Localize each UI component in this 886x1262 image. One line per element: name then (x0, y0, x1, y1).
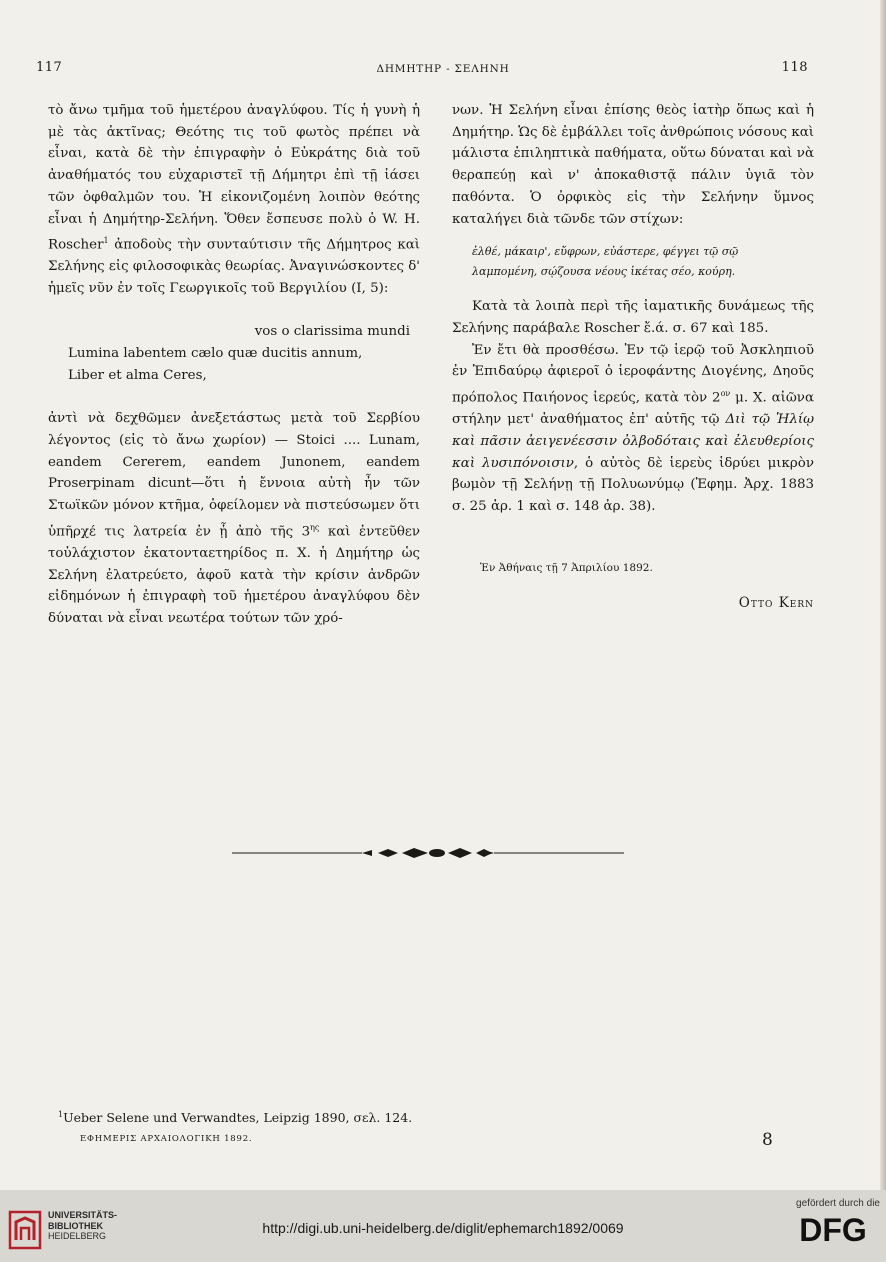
dfg-logo-icon[interactable] (796, 1212, 870, 1246)
library-name[interactable]: UNIVERSITÄTS- BIBLIOTHEK HEIDELBERG (48, 1210, 118, 1241)
page-number-right: 118 (781, 60, 808, 75)
viewer-footer (0, 1190, 886, 1262)
ordinal-superscript: ης (310, 522, 320, 532)
ordinal-superscript: ον (720, 389, 731, 399)
dateline: Ἐν Ἀθήναις τῇ 7 Ἀπριλίου 1892. (480, 561, 653, 574)
running-title: ΔΗΜΗΤΗΡ - ΣΕΛΗΝΗ (376, 63, 510, 75)
permalink-url[interactable]: http://digi.ub.uni-heidelberg.de/diglit/ephemarch1892/0069 (262, 1220, 624, 1236)
author-signature: Otto Kern (738, 595, 814, 612)
left-paragraph-2: ἀντὶ νὰ δεχθῶμεν ἀνεξετάστως μετὰ τοῦ Σερβίου λέγοντος (εἰς τὸ ἄνω χωρίον) — Stoici .... Lunam, eandem Cererem, eandem Junonem, eandem Proserpinam dicunt—ὅτι ἡ ἔννοια αὐτὴ ἦν τῶν Στωϊκῶν μόνον κτῆμα, ὀφείλομεν νὰ πιστεύσωμεν ὅτι ὑπῆρχέ τις λατρεία ἐν ᾗ ἀπὸ τῆς $3^{\eta\varsigma}$ καὶ ἐντεῦθεν τοὐλάχιστον ἑκατονταετηρίδος π. Χ. ἡ Δημήτηρ ὡς Σελήνη ἐλατρεύετο, ἀφοῦ κατὰ τὴν κρίσιν ἀνδρῶν εἰδημόνων ἡ ἐπιγραφὴ τοῦ ἡμετέρου ἀναγλύφου δὲν δύναται νὰ εἶναι νεωτέρα τούτων τῶν χρό- (48, 411, 420, 627)
left-paragraph-1: τὸ ἄνω τμῆμα τοῦ ἡμετέρου ἀναγλύφου. Τίς ἡ γυνὴ ἡ μὲ τὰς ἀκτῖνας; Θεότης τις τοῦ φωτὸς πρέπει νὰ εἶναι, κατὰ δὲ τὴν ἐπιγραφὴν ὁ Εὐκράτης διὰ τοῦ ἀναθήματός του εὐχαριστεῖ τῇ Δήμητρι ἐπὶ τῇ ἰάσει τῶν ὀφθαλμῶν του. Ἡ εἰκονιζομένη λοιπὸν θεότης εἶναι ἡ Δημήτηρ-Σελήνη. Ὅθεν ἔσπευσε πολὺ ὁ W. H. Roscher$^1$ ἀποδοὺς τὴν συνταύτισιν τῆς Δήμητρος καὶ Σελήνης εἰς φιλοσοφικὰς θεωρίας. Ἀναγινώσκοντες δ' ἡμεῖς νῦν ἐν τοῖς Γεωργικοῖς τοῦ Βεργιλίου (I, 5): (48, 103, 420, 297)
footnote: $^1$Ueber Selene und Verwandtes, Leipzig 1890, σελ. 124. (58, 1110, 413, 1126)
ornament-divider (232, 846, 624, 860)
journal-signature-line: ΕΦΗΜΕΡΙΣ ΑΡΧΑΙΟΛΟΓΙΚΗ 1892. (80, 1134, 253, 1144)
left-column (48, 100, 420, 630)
funding-label: gefördert durch die (796, 1198, 880, 1209)
right-paragraph-2: Κατὰ τὰ λοιπὰ περὶ τῆς ἰαματικῆς δυνάμεως τῆς Σελήνης παράβαλε Roscher ἔ.ά. σ. 67 καὶ 185. (452, 299, 814, 336)
right-column (452, 100, 814, 615)
right-paragraph-3: Ἐν ἔτι θὰ προσθέσω. Ἐν τῷ ἱερῷ τοῦ Ἀσκληπιοῦ ἐν Ἐπιδαύρῳ ἀφιεροῖ ὁ ἱεροφάντης Διογένης, Δηοῦς πρόπολος Παιήονος ἱερεύς, κατὰ τὸν $2^{o\nu}$ μ. Χ. αἰῶνα στήλην μετ' ἀναθήματος ἐπ' αὐτῆς τῷ Διὶ τῷ Ἡλίῳ καὶ πᾶσιν ἀειγενέεσσιν ὀλβοδόταις καὶ ἐλευθερίοις καὶ λυσιπόνοισιν, ὁ αὐτὸς δὲ ἱερεὺς ἱδρύει μικρὸν βωμὸν τῇ Σελήνῃ τῇ Πολυωνύμῳ (Ἐφημ. Ἀρχ. 1883 σ. 25 ἀρ. 1 καὶ σ. 148 ἀρ. 38). (452, 342, 814, 515)
footnote-marker[interactable]: 1 (103, 236, 109, 246)
latin-quote-line-1: vos o clarissima mundi (254, 324, 410, 340)
inscription-quote: Διὶ τῷ Ἡλίῳ καὶ πᾶσιν ἀειγενέεσσιν ὀλβοδόταις καὶ ἐλευθερίοις καὶ λυσιπόνοισιν (452, 412, 814, 471)
svg-text:DFG: DFG (799, 1212, 867, 1246)
gathering-number: 8 (762, 1130, 773, 1150)
latin-quote-line-2: Lumina labentem cælo quæ ducitis annum, (68, 346, 363, 362)
page-number-left: 117 (36, 60, 63, 75)
spacer (48, 387, 420, 409)
right-paragraph-1: νων. Ἡ Σελήνη εἶναι ἐπίσης θεὸς ἰατὴρ ὅπως καὶ ἡ Δημήτηρ. Ὡς δὲ ἐμβάλλει τοῖς ἀνθρώποις νόσους καὶ μάλιστα ἐπιληπτικὰ παθήματα, οὕτω δύναται καὶ νὰ θεραπεύῃ καὶ ν' ἀποκαθιστᾷ πάλιν ὑγιᾶ τὸν παθόντα. Ὁ ὀρφικὸς εἰς τὴν Σελήνην ὕμνος καταλήγει διὰ τῶνδε τῶν στίχων: (452, 103, 814, 227)
orphic-verse: ἐλθέ, μάκαιρ', εὔφρων, εὐάστερε, φέγγει τῷ σῷ λαμπομένη, σῴζουσα νέους ἱκέτας σέο, κούρη. (472, 245, 739, 279)
latin-quote-line-3: Liber et alma Ceres, (68, 367, 207, 383)
